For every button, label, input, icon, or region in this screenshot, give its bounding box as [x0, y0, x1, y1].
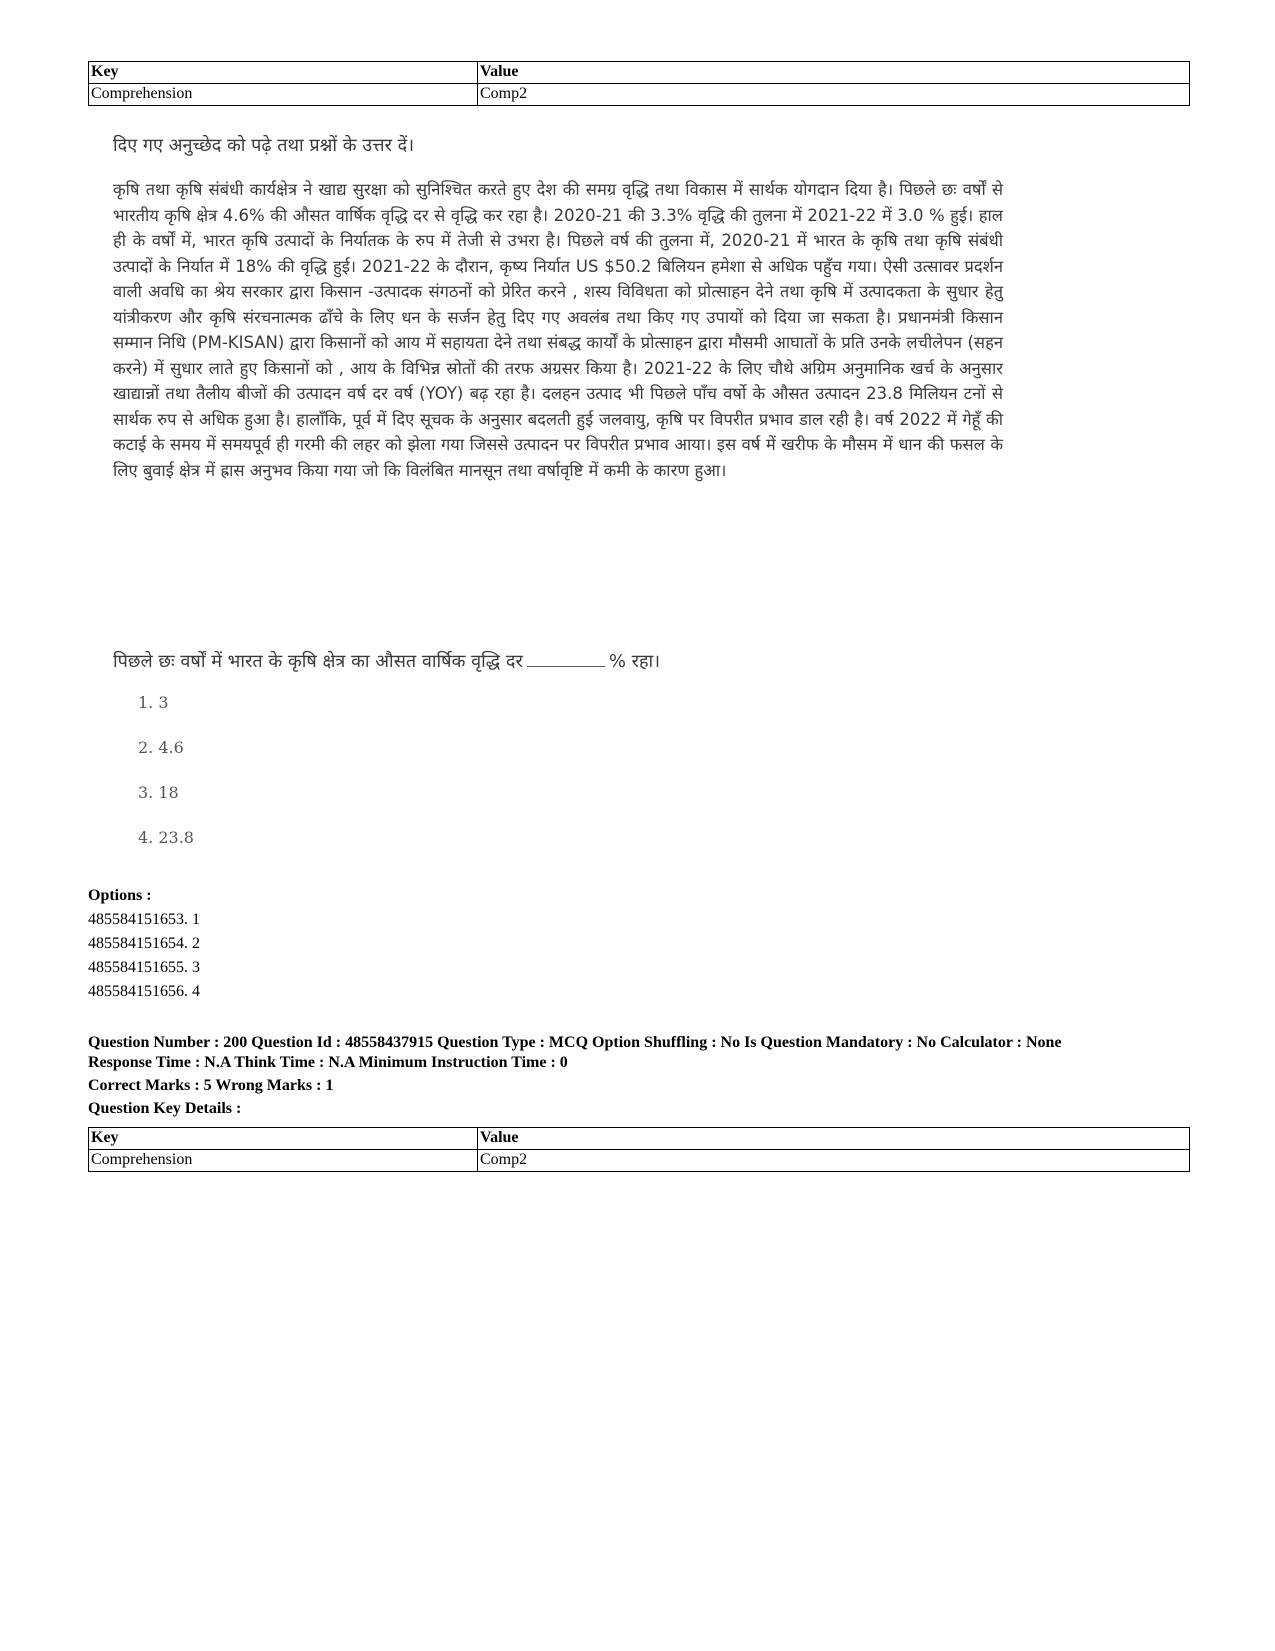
- option-item: 485584151654. 2: [88, 935, 200, 952]
- table-header-row: [89, 1128, 1190, 1150]
- value-header: Value: [478, 62, 1190, 84]
- option-item: 485584151655. 3: [88, 959, 200, 976]
- key-header: Key: [89, 62, 478, 84]
- key-value-table-top: [88, 61, 1190, 106]
- meta-line-key-details: Question Key Details :: [88, 1100, 242, 1117]
- passage-instruction: दिए गए अनुच्छेद को पढ़े तथा प्रश्नों के उत्तर दें।: [113, 135, 415, 156]
- options-label: Options :: [88, 887, 152, 904]
- answer-choice: 1. 3: [138, 693, 169, 712]
- answer-choices: [138, 693, 194, 873]
- table-row: [89, 1150, 1190, 1172]
- passage-text: कृषि तथा कृषि संबंधी कार्यक्षेत्र ने खाद्य सुरक्षा को सुनिश्चित करते हुए देश की समग्र वृद्धि तथा विकास में सार्थक योगदान दिया है। पिछले छः वर्षों से भारतीय कृषि क्षेत्र 4.6% की औसत वार्षिक वृद्धि दर से वृद्धि कर रहा है। 2020-21 की 3.3% वृद्धि की तुलना में 2021-22 में 3.0 % हुई। हाल ही के वर्षों में, भारत कृषि उत्पादों के निर्यातक के रुप में तेजी से उभरा है। पिछले वर्ष की तुलना में, 2020-21 में भारत के कृषि तथा कृषि संबंधी उत्पादों के निर्यात में 18% की वृद्धि हुई। 2021-22 के दौरान, कृष्य निर्यात US $50.2 बिलियन हमेशा से अधिक पहुँच गया। ऐसी उत्सावर प्रदर्शन वाली अवधि का श्रेय सरकार द्वारा किसान -उत्पादक संगठनों को प्रेरित करने , शस्य विविधता को प्रोत्साहन देने तथा कृषि में उत्पादकता के सुधार हेतु यांत्रीकरण और कृषि संरचनात्मक ढाँचे के लिए धन के सर्जन हेतु दिए गए अवलंब तथा किए गए उपायों को दिया जा सकता है। प्रधानमंत्री किसान सम्मान निधि (PM-KISAN) द्वारा किसानों को आय में सहायता देने तथा संबद्ध कार्यों के प्रोत्साहन द्वारा मौसमी आघातों के प्रति उनके लचीलेपन (सहन करने) में सुधार लाते हुए किसानों को , आय के विभिन्न स्रोतों की तरफ अग्रसर किया है। 2021-22 के लिए चौथे अग्रिम अनुमानिक खर्च के अनुसार खाद्यान्नों तथा तैलीय बीजों की उत्पादन वर्ष दर वर्ष (YOY) बढ़ रहा है। दलहन उत्पाद भी पिछले पाँच वर्षो के औसत उत्पादन 23.8 मिलियन टनों से सार्थक रुप से अधिक हुआ है। हालाँकि, पूर्व में दिए सूचक के अनुसार बदलती हुई जलवायु, कृषि पर विपरीत प्रभाव डाल रही है। वर्ष 2022 में गेहूँ की कटाई के समय में समयपूर्व ही गरमी की लहर को झेला गया जिससे उत्पादन पर विपरीत प्रभाव आया। इस वर्ष में खरीफ के मौसम में धान की फसल के लिए बुवाई क्षेत्र में ह्रास अनुभव किया गया जो कि विलंबित मानसून तथा वर्षावृष्टि में कमी के कारण हुआ।: [113, 180, 1004, 480]
- option-item: 485584151656. 4: [88, 983, 200, 1000]
- question-image: [113, 133, 1004, 847]
- value-cell: Comp2: [478, 84, 1190, 106]
- question-blank: [527, 666, 605, 667]
- key-value-table-bottom: [88, 1127, 1190, 1172]
- question-text: [113, 649, 660, 673]
- meta-line-marks: Correct Marks : 5 Wrong Marks : 1: [88, 1077, 334, 1094]
- question-after-blank: % रहा।: [608, 651, 661, 672]
- key-cell: Comprehension: [89, 84, 478, 106]
- options-section: [88, 884, 200, 1004]
- key-cell: Comprehension: [89, 1150, 478, 1172]
- option-item: 485584151653. 1: [88, 911, 200, 928]
- meta-line-question-info: Question Number : 200 Question Id : 48558437915 Question Type : MCQ Option Shuffling : No Is Question Mandatory : No Calculator : None: [88, 1034, 1062, 1051]
- value-header: Value: [478, 1128, 1190, 1150]
- answer-choice: 2. 4.6: [138, 738, 184, 757]
- meta-line-timing: Response Time : N.A Think Time : N.A Minimum Instruction Time : 0: [88, 1054, 568, 1071]
- question-meta: [88, 1033, 1198, 1119]
- value-cell: Comp2: [478, 1150, 1190, 1172]
- table-header-row: [89, 62, 1190, 84]
- answer-choice: 3. 18: [138, 783, 179, 802]
- question-before-blank: पिछले छः वर्षों में भारत के कृषि क्षेत्र का औसत वार्षिक वृद्धि दर: [113, 651, 523, 672]
- answer-choice: 4. 23.8: [138, 828, 194, 847]
- key-header: Key: [89, 1128, 478, 1150]
- table-row: [89, 84, 1190, 106]
